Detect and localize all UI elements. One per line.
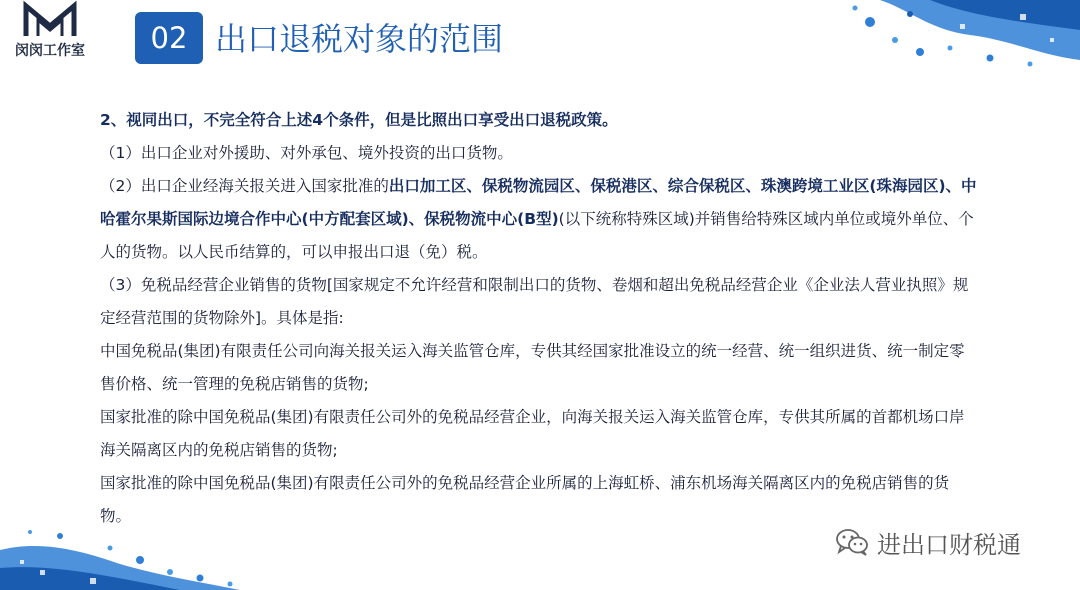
detail-paragraph-1: 中国免税品(集团)有限责任公司向海关报关运入海关监管仓库，专供其经国家批准设立的统一经营、统一组织进货、统一制定零售价格、统一管理的免税店销售的货物; [100,342,965,393]
item-2-special-zones: 出口加工区、保税物流园区、保税港区、综合保税区、珠澳跨境工业区(珠海园区)、中哈霍尔果斯国际边境合作中心(中方配套区域)、保税物流中心(B型) [100,177,977,228]
logo-mark-icon [18,0,82,40]
splash-decoration-top-icon [840,0,1080,70]
detail-paragraph-3: 国家批准的除中国免税品(集团)有限责任公司外的免税品经营企业所属的上海虹桥、浦东机场海关隔离区内的免税店销售的货物。 [100,474,950,525]
logo-text: 闵闵工作室 [15,43,85,59]
logo [0,0,100,64]
watermark-text: 进出口财税通 [877,530,1021,559]
item-2-suffix: (以下统称特殊区域)并销售给特殊区域内单位或境外单位、个人的货物。以人民币结算的，可以申报出口退（免）税。 [100,210,974,261]
detail-paragraph-2: 国家批准的除中国免税品(集团)有限责任公司外的免税品经营企业，向海关报关运入海关监管仓库，专供其所属的首都机场口岸海关隔离区内的免税店销售的货物; [100,408,965,459]
item-2 [100,170,980,269]
item-2-prefix: （2）出口企业经海关报关进入国家批准的 [100,177,389,195]
watermark [835,522,1021,562]
section-number-badge: 02 [135,12,203,64]
page-title: 出口退税对象的范围 [215,20,504,58]
wechat-icon [835,527,869,557]
item-3: （3）免税品经营企业销售的货物[国家规定不允许经营和限制出口的货物、卷烟和超出免税品经营企业《企业法人营业执照》规定经营范围的货物除外]。具体是指: [100,276,969,327]
content-heading: 2、视同出口，不完全符合上述4个条件，但是比照出口享受出口退税政策。 [100,111,618,129]
content-body [100,104,980,533]
item-1: （1）出口企业对外援助、对外承包、境外投资的出口货物。 [100,144,513,162]
